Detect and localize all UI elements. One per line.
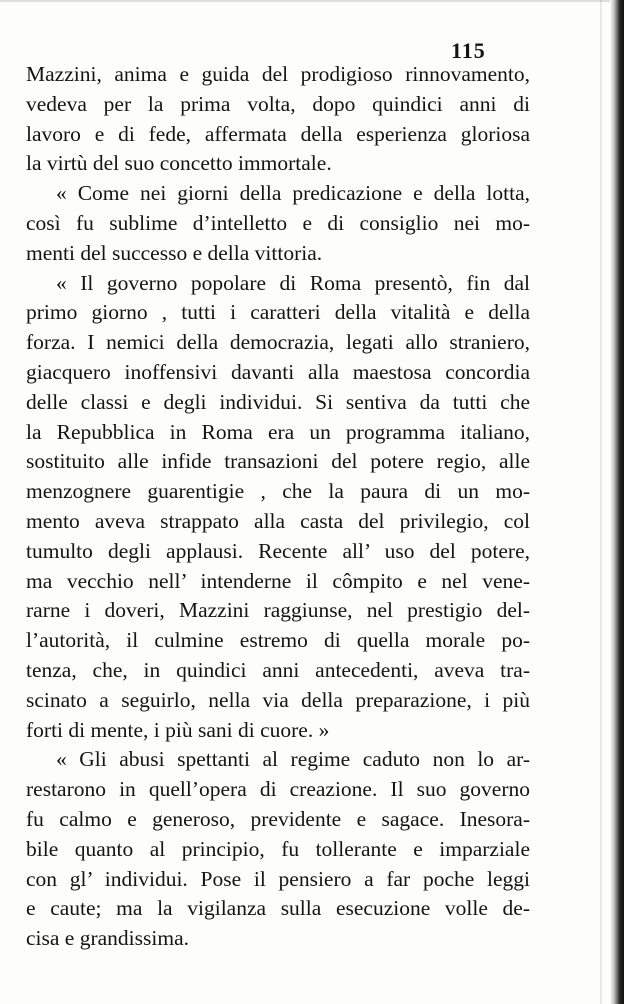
text-line: forti di mente, i più sani di cuore. » [26,717,330,742]
text-line: bile quanto al principio, fu tollerante e imparziale [26,836,530,861]
text-line: ma vecchio nell’ intenderne il cômpito e nel vene- [26,568,530,593]
text-line: così fu sublime d’intelletto e di consiglio nei mo- [26,210,530,235]
text-line: menzognere guarentigie , che la paura di un mo- [26,479,530,504]
text-line: rarne i doveri, Mazzini raggiunse, nel prestigio del- [26,598,530,623]
text-line: sostituito alle infide transazioni del potere regio, alle [26,449,530,474]
text-line: lavoro e di fede, affermata della esperienza gloriosa [26,121,530,146]
text-line: tenza, che, in quindici anni antecedenti, aveva tra- [26,657,530,682]
text-line: cisa e grandissima. [26,926,189,951]
text-line: « Gli abusi spettanti al regime caduto non lo ar- [56,747,530,772]
text-line: e caute; ma la vigilanza sulla esecuzione volle de- [26,896,530,921]
top-edge-rule [0,0,610,2]
text-line: « Come nei giorni della predicazione e della lotta, [56,181,530,206]
body-text [26,60,530,954]
text-line: fu calmo e generoso, previdente e sagace. Inesora- [26,806,530,831]
text-line: tumulto degli applausi. Recente all’ uso del potere, [26,538,530,563]
page-number: 115 [451,38,486,63]
text-line: menti del successo e della vittoria. [26,240,323,265]
text-line: forza. I nemici della democrazia, legati allo straniero, [26,330,530,355]
text-line: delle classi e degli individui. Si sentiva da tutti che [26,389,530,414]
text-line: giacquero inoffensivi davanti alla maestosa concordia [26,359,530,384]
text-line: l’autorità, il culmine estremo di quella morale po- [26,628,530,653]
text-line: vedeva per la prima volta, dopo quindici anni di [26,91,530,116]
text-line: primo giorno , tutti i caratteri della vitalità e della [26,300,530,325]
text-line: restarono in quell’opera di creazione. Il suo governo [26,777,530,802]
text-line: con gl’ individui. Pose il pensiero a far poche leggi [26,866,530,891]
text-line: « Il governo popolare di Roma presentò, fin dal [56,270,530,295]
text-line: la Repubblica in Roma era un programma italiano, [26,419,530,444]
text-line: Mazzini, anima e guida del prodigioso rinnovamento, [26,62,530,86]
page-edge-line [600,0,602,1004]
text-line: la virtù del suo concetto immortale. [26,151,332,176]
text-line: mento aveva strappato alla casta del privilegio, col [26,508,530,533]
binding-shadow [610,0,624,1004]
text-line: scinato a seguirlo, nella via della preparazione, i più [26,687,530,712]
